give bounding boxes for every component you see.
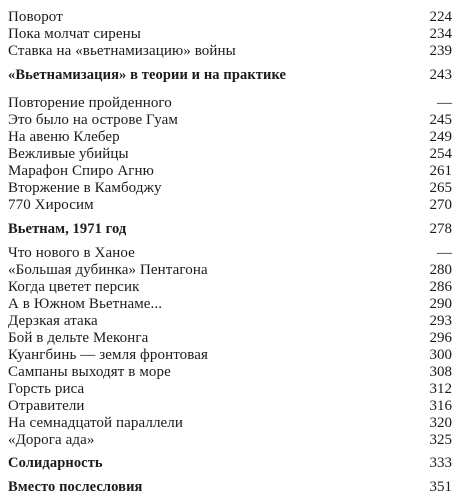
toc-entry xyxy=(8,346,456,364)
toc-entry-page: — xyxy=(437,95,452,111)
toc-entry-title: Поворот xyxy=(8,9,63,25)
toc-entry-title: Сампаны выходят в море xyxy=(8,364,171,380)
toc-entry-title: Когда цветет персик xyxy=(8,279,140,295)
toc-entry-page: 270 xyxy=(429,197,452,213)
toc-entry xyxy=(8,25,456,43)
toc-entry-page: 265 xyxy=(429,180,452,196)
toc-entry xyxy=(8,179,456,197)
toc-entry-title: Пока молчат сирены xyxy=(8,26,141,42)
toc-entry-title: Дерзкая атака xyxy=(8,313,98,329)
toc-section-heading xyxy=(8,478,456,496)
toc-entry-title: Вежливые убийцы xyxy=(8,146,129,162)
toc-entry xyxy=(8,244,456,262)
toc-entry xyxy=(8,8,456,26)
toc-section-title: Вьетнам, 1971 год xyxy=(8,221,127,237)
toc-section-title: «Вьетнамизация» в теории и на практике xyxy=(8,67,287,83)
toc-entry xyxy=(8,42,456,60)
toc-entry-page: 316 xyxy=(429,398,452,414)
toc-section-page: 278 xyxy=(429,221,452,237)
toc-entry xyxy=(8,278,456,296)
toc-entry-title: Горсть риса xyxy=(8,381,85,397)
toc-entry xyxy=(8,380,456,398)
toc-entry xyxy=(8,162,456,180)
toc-entry-title: Куангбинь — земля фронтовая xyxy=(8,347,208,363)
toc-entry-page: 224 xyxy=(429,9,452,25)
toc-section-page: 333 xyxy=(429,455,452,471)
toc-entry-page: 293 xyxy=(429,313,452,329)
toc-entry-title: На авеню Клебер xyxy=(8,129,120,145)
toc-entry-title: «Большая дубинка» Пентагона xyxy=(8,262,208,278)
toc-entry xyxy=(8,329,456,347)
toc-entry-page: 261 xyxy=(429,163,452,179)
toc-section-heading xyxy=(8,66,456,84)
toc-entry-title: Марафон Спиро Агню xyxy=(8,163,154,179)
toc-entry xyxy=(8,397,456,415)
toc-entry xyxy=(8,414,456,432)
toc-entry-page: 254 xyxy=(429,146,452,162)
toc-entry xyxy=(8,145,456,163)
toc-entry-page: 245 xyxy=(429,112,452,128)
toc-entry-page: 296 xyxy=(429,330,452,346)
toc-section-heading xyxy=(8,454,456,472)
toc-entry-title: Это было на острове Гуам xyxy=(8,112,179,128)
toc-entry xyxy=(8,94,456,112)
toc-entry-title: Что нового в Ханое xyxy=(8,245,135,261)
toc-entry-page: 312 xyxy=(429,381,452,397)
toc-section-page: 243 xyxy=(429,67,452,83)
toc-entry-page: 290 xyxy=(429,296,452,312)
toc-entry-page: 280 xyxy=(429,262,452,278)
toc-entry-title: На семнадцатой параллели xyxy=(8,415,183,431)
toc-entry-title: Повторение пройденного xyxy=(8,95,172,111)
toc-entry-title: «Дорога ада» xyxy=(8,432,95,448)
toc-entry-title: Бой в дельте Меконга xyxy=(8,330,149,346)
toc-entry-page: 308 xyxy=(429,364,452,380)
toc-section-title: Вместо послесловия xyxy=(8,479,143,495)
toc-entry-title: А в Южном Вьетнаме... xyxy=(8,296,163,312)
toc-entry-page: 234 xyxy=(429,26,452,42)
toc-entry xyxy=(8,261,456,279)
toc-entry xyxy=(8,128,456,146)
toc-entry-title: Вторжение в Камбоджу xyxy=(8,180,162,196)
toc-entry xyxy=(8,295,456,313)
toc-entry-page: 325 xyxy=(429,432,452,448)
toc-section-heading xyxy=(8,220,456,238)
toc-entry-page: — xyxy=(437,245,452,261)
toc-entry-page: 320 xyxy=(429,415,452,431)
toc-entry-page: 239 xyxy=(429,43,452,59)
toc-entry xyxy=(8,111,456,129)
toc-entry-title: Ставка на «вьетнамизацию» войны xyxy=(8,43,236,59)
toc-entry xyxy=(8,196,456,214)
toc-entry xyxy=(8,363,456,381)
toc-entry-page: 286 xyxy=(429,279,452,295)
toc-entry-page: 300 xyxy=(429,347,452,363)
toc-entry xyxy=(8,431,456,449)
toc-section-page: 351 xyxy=(429,479,452,495)
toc-entry-page: 249 xyxy=(429,129,452,145)
toc-entry-title: 770 Хиросим xyxy=(8,197,94,213)
toc-section-title: Солидарность xyxy=(8,455,103,471)
toc-entry-title: Отравители xyxy=(8,398,85,414)
toc-entry xyxy=(8,312,456,330)
